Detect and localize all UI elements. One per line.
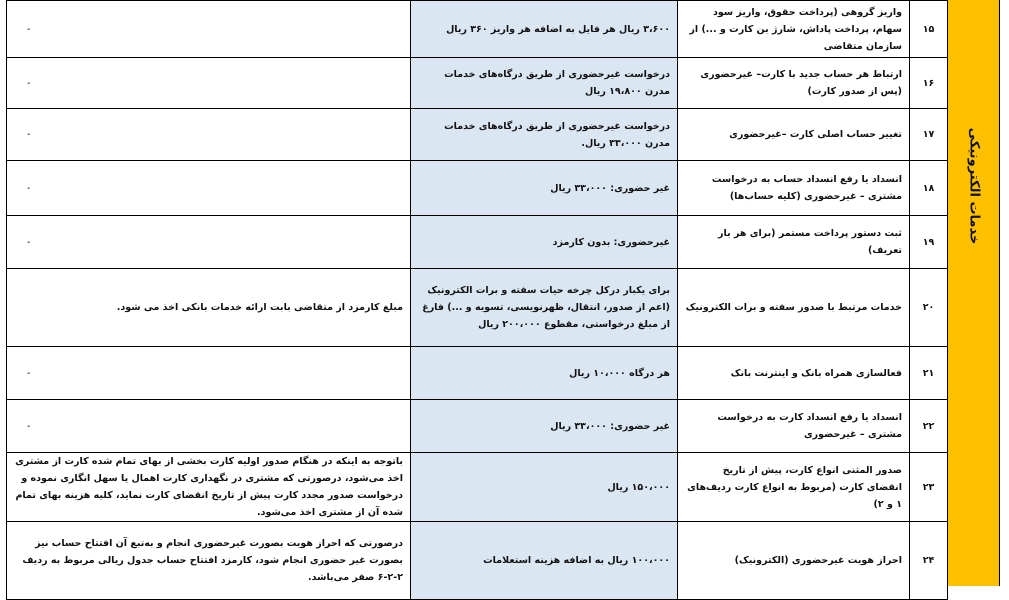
row-number: ۲۰ bbox=[910, 269, 948, 347]
fee-amount: هر درگاه ۱۰،۰۰۰ ریال bbox=[411, 347, 678, 400]
table-row bbox=[7, 161, 948, 216]
service-name: احراز هویت غیرحضوری (الکترونیک) bbox=[678, 522, 910, 600]
table-row bbox=[7, 453, 948, 522]
fee-note: - bbox=[7, 109, 411, 161]
table-row bbox=[7, 216, 948, 269]
fee-amount: برای یکبار درکل چرخه حیات سفته و برات الکترونیک (اعم از صدور، انتقال، ظهرنویسی، تسویه و ...) فارغ از مبلغ درخواستی، مقطوع ۲۰۰،۰۰۰ ریال bbox=[411, 269, 678, 347]
row-number: ۲۱ bbox=[910, 347, 948, 400]
fee-note: مبلغ کارمزد از متقاضی بابت ارائه خدمات بانکی اخذ می شود. bbox=[7, 269, 411, 347]
fee-note: - bbox=[7, 58, 411, 109]
row-number: ۲۴ bbox=[910, 522, 948, 600]
row-number: ۱۸ bbox=[910, 161, 948, 216]
fee-note: - bbox=[7, 347, 411, 400]
service-name: واریز گروهی (پرداخت حقوق، واریز سود سهام، پرداخت پاداش، شارژ بن کارت و ...) از سازمان متقاضی bbox=[678, 1, 910, 58]
fee-amount: غیرحضوری: بدون کارمزد bbox=[411, 216, 678, 269]
fee-note: - bbox=[7, 216, 411, 269]
table-row bbox=[7, 347, 948, 400]
service-name: ثبت دستور پرداخت مستمر (برای هر بار تعریف) bbox=[678, 216, 910, 269]
section-sidebar bbox=[947, 0, 1000, 586]
fee-amount: غیر حضوری: ۳۳،۰۰۰ ریال bbox=[411, 161, 678, 216]
fee-amount: درخواست غیرحضوری از طریق درگاه‌های خدمات مدرن ۳۳،۰۰۰ ریال. bbox=[411, 109, 678, 161]
page-margin bbox=[1000, 0, 1001, 586]
table-row bbox=[7, 1, 948, 58]
fee-amount: درخواست غیرحضوری از طریق درگاه‌های خدمات مدرن ۱۹،۸۰۰ ریال bbox=[411, 58, 678, 109]
fee-note: - bbox=[7, 161, 411, 216]
service-name: انسداد یا رفع انسداد حساب به درخواست مشتری – غیرحضوری (کلیه حساب‌ها) bbox=[678, 161, 910, 216]
row-number: ۱۶ bbox=[910, 58, 948, 109]
service-name: فعالسازی همراه بانک و اینترنت بانک bbox=[678, 347, 910, 400]
table-row bbox=[7, 522, 948, 600]
fee-amount: ۳،۶۰۰ ریال هر فایل به اضافه هر واریز ۳۶۰ ریال bbox=[411, 1, 678, 58]
row-number: ۱۵ bbox=[910, 1, 948, 58]
service-name: تغییر حساب اصلی کارت –غیرحضوری bbox=[678, 109, 910, 161]
table-row bbox=[7, 269, 948, 347]
row-number: ۲۳ bbox=[910, 453, 948, 522]
fee-note: - bbox=[7, 400, 411, 453]
fee-note: - bbox=[7, 1, 411, 58]
row-number: ۱۹ bbox=[910, 216, 948, 269]
section-title: خدمات الکترونیکی bbox=[966, 127, 981, 245]
table-row bbox=[7, 109, 948, 161]
service-name: خدمات مرتبط با صدور سفته و برات الکترونیک bbox=[678, 269, 910, 347]
row-number: ۲۲ bbox=[910, 400, 948, 453]
table-row bbox=[7, 400, 948, 453]
fee-amount: ۱۰۰،۰۰۰ ریال به اضافه هزینه استعلامات bbox=[411, 522, 678, 600]
fee-note: درصورتی که احراز هویت بصورت غیرحضوری انجام و به‌تبع آن افتتاح حساب نیز بصورت غیر حضوری انجام شود، کارمزد افتتاح حساب جدول ریالی مربوط به ردیف ۲-۲-۶ صفر می‌باشد. bbox=[7, 522, 411, 600]
fee-note: باتوجه به اینکه در هنگام صدور اولیه کارت بخشی از بهای تمام شده کارت از مشتری اخذ می‌شود، درصورتی که مشتری در نگهداری کارت اهمال یا سهل انگاری نموده و درخواست صدور مجدد کارت پیش از تاریخ انقضای کارت نماید، کلیه هزینه بهای تمام شده آن از مشتری اخذ می‌شود. bbox=[7, 453, 411, 522]
fee-amount: غیر حضوری: ۳۳،۰۰۰ ریال bbox=[411, 400, 678, 453]
fee-amount: ۱۵۰،۰۰۰ ریال bbox=[411, 453, 678, 522]
table-row bbox=[7, 58, 948, 109]
service-name: صدور المثنی انواع کارت، پیش از تاریخ انقضای کارت (مربوط به انواع کارت ردیف‌های ۱ و ۲) bbox=[678, 453, 910, 522]
service-name: ارتباط هر حساب جدید با کارت– غیرحضوری (پس از صدور کارت) bbox=[678, 58, 910, 109]
fee-table bbox=[6, 0, 948, 600]
service-name: انسداد یا رفع انسداد کارت به درخواست مشتری – غیرحضوری bbox=[678, 400, 910, 453]
row-number: ۱۷ bbox=[910, 109, 948, 161]
